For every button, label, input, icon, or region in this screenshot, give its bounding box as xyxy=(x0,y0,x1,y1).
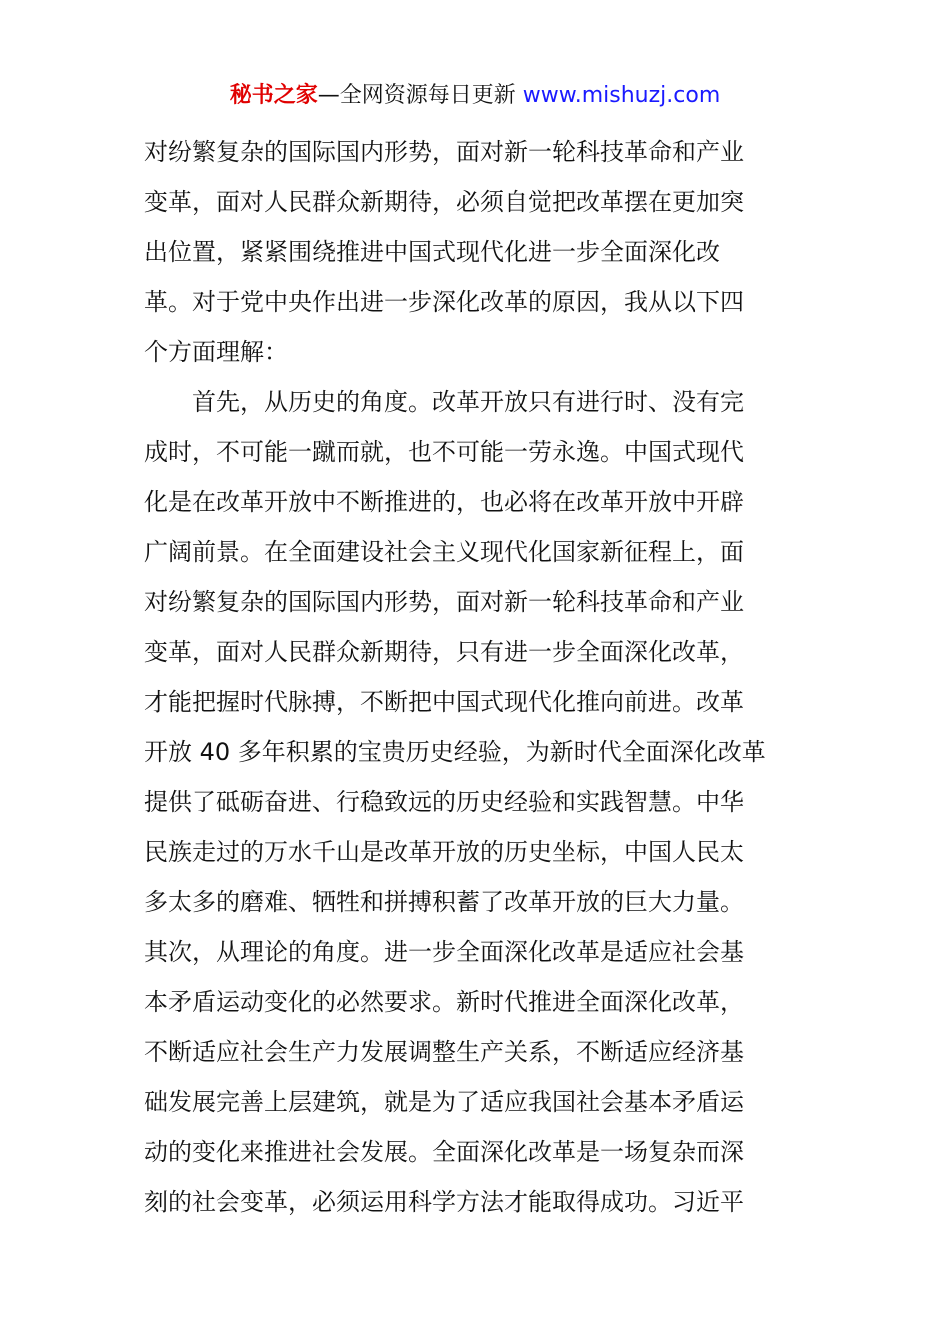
text-line: 开放 40 多年积累的宝贵历史经验，为新时代全面深化改革 xyxy=(144,738,766,766)
site-header xyxy=(0,82,950,110)
text-line: 出位置，紧紧围绕推进中国式现代化进一步全面深化改 xyxy=(144,238,720,266)
text-line: 化是在改革开放中不断推进的，也必将在改革开放中开辟 xyxy=(144,488,744,516)
text-line: 首先，从历史的角度。改革开放只有进行时、没有完 xyxy=(144,388,744,416)
text-line: 民族走过的万水千山是改革开放的历史坐标，中国人民太 xyxy=(144,838,744,866)
text-line: 本矛盾运动变化的必然要求。新时代推进全面深化改革， xyxy=(144,988,744,1016)
text-line: 对纷繁复杂的国际国内形势，面对新一轮科技革命和产业 xyxy=(144,138,744,166)
text-line: 多太多的磨难、牺牲和拼搏积蓄了改革开放的巨大力量。 xyxy=(144,888,744,916)
text-line: 成时，不可能一蹴而就，也不可能一劳永逸。中国式现代 xyxy=(144,438,744,466)
text-line: 提供了砥砺奋进、行稳致远的历史经验和实践智慧。中华 xyxy=(144,788,744,816)
text-line: 变革，面对人民群众新期待，必须自觉把改革摆在更加突 xyxy=(144,188,744,216)
text-line: 不断适应社会生产力发展调整生产关系，不断适应经济基 xyxy=(144,1038,744,1066)
site-url-link[interactable]: www.mishuzj.com xyxy=(522,83,721,108)
text-line: 动的变化来推进社会发展。全面深化改革是一场复杂而深 xyxy=(144,1138,744,1166)
document-body xyxy=(144,127,824,1227)
text-line: 其次，从理论的角度。进一步全面深化改革是适应社会基 xyxy=(144,938,744,966)
text-line: 变革，面对人民群众新期待，只有进一步全面深化改革， xyxy=(144,638,744,666)
text-line: 才能把握时代脉搏，不断把中国式现代化推向前进。改革 xyxy=(144,688,744,716)
text-line: 对纷繁复杂的国际国内形势，面对新一轮科技革命和产业 xyxy=(144,588,744,616)
text-line: 刻的社会变革，必须运用科学方法才能取得成功。习近平 xyxy=(144,1188,744,1216)
text-line: 个方面理解： xyxy=(144,338,288,366)
text-line: 革。对于党中央作出进一步深化改革的原因，我从以下四 xyxy=(144,288,744,316)
site-slogan: —全网资源每日更新 xyxy=(317,83,516,108)
text-line: 广阔前景。在全面建设社会主义现代化国家新征程上，面 xyxy=(144,538,744,566)
text-line: 础发展完善上层建筑，就是为了适应我国社会基本矛盾运 xyxy=(144,1088,744,1116)
site-brand: 秘书之家 xyxy=(229,83,318,108)
